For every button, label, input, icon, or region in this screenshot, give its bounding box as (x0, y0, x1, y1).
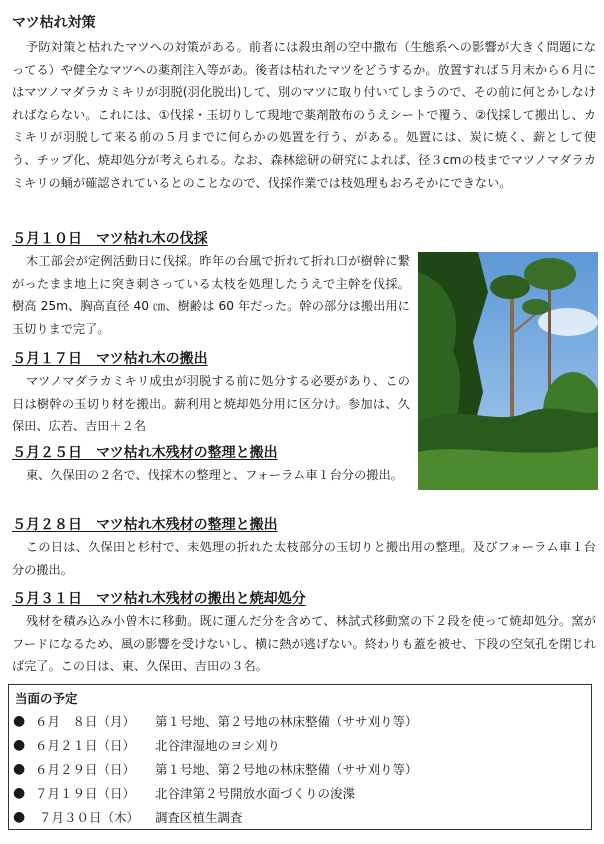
schedule-title: 当面の予定 (15, 691, 78, 706)
pine-tree-illustration (418, 252, 598, 490)
bullet-icon: ● (13, 713, 26, 729)
schedule-item (13, 733, 418, 757)
schedule-item (13, 805, 418, 829)
schedule-item (13, 709, 418, 733)
schedule-date: ６月２９日（日） (35, 762, 136, 777)
section-body-may17: マツノマダラカミキリ成虫が羽脱する前に処分する必要があり、この日は樹幹の玉切り材を搬出。薪利用と焼却処分用に区分け。参加は、久保田、広若、吉田＋２名 (12, 374, 410, 434)
section-body-may28: この日は、久保田と杉村で、未処理の折れた太枝部分の玉切りと搬出用の整理。及びフォーラム車１台分の搬出。 (12, 540, 596, 577)
section-body-may31: 残材を積み込み小曽木に移動。既に運んだ分を含めて、林試式移動窯の下２段を使って焼却処分。窯がフードになるため、風の影響を受けないし、横に熱が逃げない。終わりも蓋を被せ、下段の空気孔を閉じれば完了。この日は、東、久保田、吉田の３名。 (12, 614, 596, 674)
schedule-date: ６月２１日（日） (35, 738, 136, 753)
section-title-may10: ５月１０日 マツ枯れ木の伐採 (12, 231, 208, 247)
schedule-item (13, 781, 418, 805)
page-title: マツ枯れ対策 (12, 15, 96, 31)
schedule-box (8, 684, 592, 830)
bullet-icon: ● (13, 785, 26, 801)
section-body-may10: 木工部会が定例活動日に伐採。昨年の台風で折れて折れ口が樹幹に繋がったまま地上に突き刺さっている太枝を処理したうえで主幹を伐採。樹高 25m、胸高直径 40 ㎝、樹齢は 60 年だった。幹の部分は搬出用に玉切りまで完了。 (12, 254, 410, 336)
schedule-description: 北谷津湿地のヨシ刈り (155, 738, 281, 753)
section-title-may25: ５月２５日 マツ枯れ木残材の整理と搬出 (12, 445, 278, 461)
schedule-description: 調査区植生調査 (155, 810, 243, 825)
section-title-may17: ５月１７日 マツ枯れ木の搬出 (12, 351, 208, 367)
schedule-date: ７月３０日（木） (35, 810, 139, 825)
section-body-may25: 東、久保田の２名で、伐採木の整理と、フォーラム車１台分の搬出。 (26, 468, 403, 482)
schedule-description: 北谷津第２号開放水面づくりの浚渫 (155, 786, 356, 801)
schedule-list (13, 709, 418, 829)
schedule-date: ６月 ８日（月） (35, 714, 136, 729)
schedule-item (13, 757, 418, 781)
schedule-description: 第１号地、第２号地の林床整備（ササ刈り等） (155, 762, 418, 777)
pine-tree-photo (418, 252, 598, 490)
schedule-description: 第１号地、第２号地の林床整備（ササ刈り等） (155, 714, 418, 729)
bullet-icon: ● (13, 737, 26, 753)
schedule-date: ７月１９日（日） (35, 786, 136, 801)
section-title-may28: ５月２８日 マツ枯れ木残材の整理と搬出 (12, 517, 278, 533)
bullet-icon: ● (13, 809, 26, 825)
bullet-icon: ● (13, 761, 26, 777)
section-title-may31: ５月３１日 マツ枯れ木残材の搬出と焼却処分 (12, 591, 306, 607)
intro-paragraph: 予防対策と枯れたマツへの対策がある。前者には殺虫剤の空中撒布（生態系への影響が大きく問題になってる）や健全なマツへの薬剤注入等があ。後者は枯れたマツをどうするか。放置すれば５月末から６月にはマツノマダラカミキリが羽脱(羽化脱出)して、別のマツに取り付いてしまうので、その前に何とかしなければならない。これには、①伐採・玉切りして現地で薬剤散布のうえシートで覆う、②伐採して搬出し、カミキリが羽脱して来る前の５月までに何らかの処置を行う、がある。処置には、炭に焼く、薪として使う、チップ化、焼却処分が考えられる。なお、森林総研の研究によれば、径３cmの枝までマツノマダラカミキリの蛹が確認されているとのことなので、伐採作業では枝処理もおろそかにできない。 (12, 40, 596, 190)
